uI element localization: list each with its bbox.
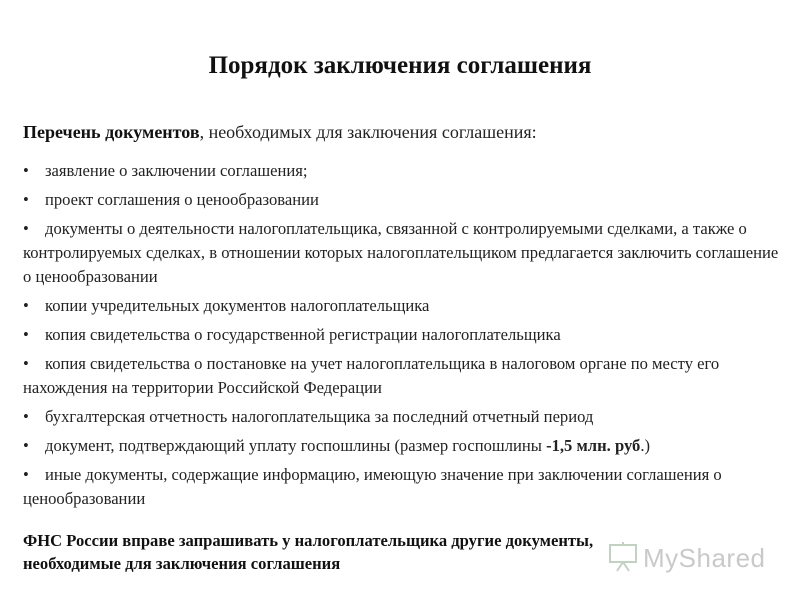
list-item-text: копия свидетельства о постановке на учет налогоплательщика в налоговом органе по месту его нахождения на территории Российской Федерации	[23, 354, 720, 397]
bullet-icon: •	[23, 219, 29, 238]
list-item	[23, 323, 783, 347]
intro-text	[23, 121, 783, 143]
document-list	[23, 159, 783, 516]
page-title: Порядок заключения соглашения	[208, 52, 592, 79]
list-item	[23, 405, 783, 429]
watermark-text: MyShared	[643, 543, 766, 573]
list-item	[23, 159, 783, 183]
list-item-text: бухгалтерская отчетность налогоплательщика за последний отчетный период	[45, 407, 594, 426]
bullet-icon: •	[23, 354, 29, 373]
list-item-text: копия свидетельства о государственной регистрации налогоплательщика	[45, 325, 561, 344]
list-item-text: проект соглашения о ценообразовании	[45, 190, 319, 209]
bullet-icon: •	[23, 190, 29, 209]
list-item-text: заявление о заключении соглашения;	[45, 161, 308, 180]
bullet-icon: •	[23, 465, 29, 484]
list-item	[23, 188, 783, 212]
footer-line-1: ФНС России вправе запрашивать у налогоплательщика другие документы,	[23, 531, 594, 550]
bullet-icon: •	[23, 325, 29, 344]
intro-rest: , необходимых для заключения соглашения:	[199, 122, 537, 142]
fee-amount: -1,5 млн. руб	[546, 436, 641, 455]
list-item-text: копии учредительных документов налогоплательщика	[45, 296, 430, 315]
list-item-fee	[23, 434, 783, 458]
intro-bold: Перечень документов	[23, 122, 200, 142]
fee-text-before: документ, подтверждающий уплату госпошлины (размер госпошлины	[45, 436, 547, 455]
list-item	[23, 294, 783, 318]
bullet-icon: •	[23, 407, 29, 426]
bullet-icon: •	[23, 296, 29, 315]
list-item	[23, 463, 783, 511]
fee-text-after: .)	[640, 436, 651, 455]
bullet-icon: •	[23, 436, 29, 455]
list-item-text: документы о деятельности налогоплательщика, связанной с контролируемыми сделками, а также о контролируемых сделках, в отношении которых налогоплательщиком предлагается заключить соглашение о ценообразовании	[23, 219, 779, 286]
list-item	[23, 352, 783, 400]
bullet-icon: •	[23, 161, 29, 180]
footer-line-2: необходимые для заключения соглашения	[23, 554, 341, 573]
list-item	[23, 217, 783, 289]
list-item-text: иные документы, содержащие информацию, имеющую значение при заключении соглашения о ценообразовании	[23, 465, 722, 508]
footer-note	[23, 529, 783, 575]
